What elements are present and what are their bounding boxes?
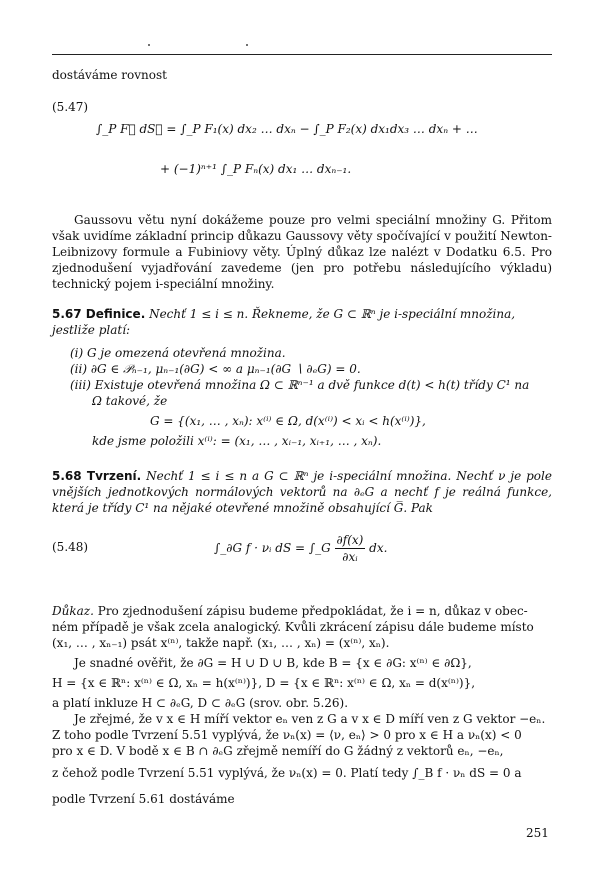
equation-lhs: ∫_∂G f · νᵢ dS = bbox=[214, 541, 306, 555]
partial-derivative-fraction bbox=[335, 532, 366, 565]
page-number: 251 bbox=[526, 826, 549, 840]
equation-548 bbox=[214, 532, 387, 565]
proof-label: Důkaz. bbox=[52, 604, 94, 618]
proof-line: Je snadné ověřit, že ∂G = H ∪ D ∪ B, kde B = {x ∈ ∂G: x⁽ⁿ⁾ ∈ ∂Ω}, bbox=[74, 656, 472, 670]
header-rule bbox=[52, 54, 552, 55]
proposition-label: 5.68 Tvrzení. bbox=[52, 469, 142, 483]
equation-number: (5.48) bbox=[52, 540, 89, 554]
definition-item: Ω takové, že bbox=[92, 394, 168, 408]
definition-item: (ii) ∂G ∈ 𝒫ₙ₋₁, μₙ₋₁(∂G) < ∞ a μₙ₋₁(∂G ∖ ∂ₑG) = 0. bbox=[70, 362, 361, 376]
definition-where: kde jsme položili x⁽ⁱ⁾: = (x₁, … , xᵢ₋₁, xᵢ₊₁, … , xₙ). bbox=[92, 434, 382, 448]
proof-line: ném případě je však zcela analogický. Kvůli zkrácení zápisu dále budeme místo bbox=[52, 620, 534, 634]
proof-line: Je zřejmé, že v x ∈ H míří vektor eₙ ven z G a v x ∈ D míří ven z G vektor −eₙ. bbox=[74, 712, 546, 726]
proof-line: a platí inkluze H ⊂ ∂ₑG, D ⊂ ∂ₑG (srov. obr. 5.26). bbox=[52, 696, 349, 710]
fraction-denominator: ∂xᵢ bbox=[342, 550, 358, 564]
equation-number: (5.47) bbox=[52, 100, 89, 114]
proof-first-line bbox=[52, 604, 552, 618]
intro-line: dostáváme rovnost bbox=[52, 68, 167, 82]
equation-rhs-integral: ∫_G bbox=[308, 541, 331, 555]
proof-line: (x₁, … , xₙ₋₁) psát x⁽ⁿ⁾, takže např. (x₁, … , xₙ) = (x⁽ⁿ⁾, xₙ). bbox=[52, 636, 390, 650]
definition-item: (i) G je omezená otevřená množina. bbox=[70, 346, 286, 360]
proposition-5-68 bbox=[52, 468, 552, 516]
proof-line: H = {x ∈ ℝⁿ: x⁽ⁿ⁾ ∈ Ω, xₙ = h(x⁽ⁿ⁾)}, D = {x ∈ ℝⁿ: x⁽ⁿ⁾ ∈ Ω, xₙ = d(x⁽ⁿ⁾)}, bbox=[52, 676, 476, 690]
equation-tail: dx. bbox=[369, 541, 388, 555]
header-dot bbox=[246, 44, 248, 46]
proof-line: podle Tvrzení 5.61 dostáváme bbox=[52, 792, 235, 806]
set-equation: G = {(x₁, … , xₙ): x⁽ⁱ⁾ ∈ Ω, d(x⁽ⁱ⁾) < xᵢ < h(x⁽ⁱ⁾)}, bbox=[150, 414, 426, 428]
header-dot bbox=[148, 44, 150, 46]
proof-line: z čehož podle Tvrzení 5.51 vyplývá, že νₙ(x) = 0. Platí tedy ∫_B f · νₙ dS = 0 a bbox=[52, 766, 522, 780]
definition-5-67 bbox=[52, 306, 552, 338]
proof-line: Pro zjednodušení zápisu budeme předpokládat, že i = n, důkaz v obec- bbox=[97, 604, 528, 618]
proof-line: pro x ∈ D. V bodě x ∈ B ∩ ∂ₑG zřejmě nemíří do G žádný z vektorů eₙ, −eₙ, bbox=[52, 744, 504, 758]
equation-547-line-1: ∫_P F⃗ dS⃗ = ∫_P F₁(x) dx₂ … dxₙ − ∫_P F₂(x) dx₁dx₃ … dxₙ + … bbox=[96, 122, 478, 136]
definition-item: (iii) Existuje otevřená množina Ω ⊂ ℝⁿ⁻¹ a dvě funkce d(t) < h(t) třídy C¹ na bbox=[70, 378, 530, 392]
proposition-text: Nechť 1 ≤ i ≤ n a G ⊂ ℝⁿ je i-speciální množina. Nechť ν je pole vnějších jednotkových normálových vektorů na ∂ₑG a nechť f je reálná funkce, která je třídy C¹ na nějaké otevřené množině obsahující G̅. Pak bbox=[52, 469, 552, 515]
proof-line: Z toho podle Tvrzení 5.51 vyplývá, že νₙ(x) = ⟨ν, eₙ⟩ > 0 pro x ∈ H a νₙ(x) < 0 bbox=[52, 728, 522, 742]
definition-text: Nechť 1 ≤ i ≤ n. Řekneme, že G ⊂ ℝⁿ je i-speciální množina, jestliže platí: bbox=[52, 307, 516, 337]
paragraph: Gaussovu větu nyní dokážeme pouze pro velmi speciální množiny G. Přitom však uvidíme základní princip důkazu Gaussovy věty spočívající v použití Newton-Leibnizovy formule a Fubiniovy věty. Úplný důkaz lze nalézt v Dodatku 6.5. Pro zjednodušení vyjadřování zavedeme (jen pro potřebu následujícího výkladu) technický pojem i-speciální množiny. bbox=[52, 213, 552, 291]
definition-label: 5.67 Definice. bbox=[52, 307, 146, 321]
equation-547-line-2: + (−1)ⁿ⁺¹ ∫_P Fₙ(x) dx₁ … dxₙ₋₁. bbox=[160, 162, 352, 176]
fraction-numerator: ∂f(x) bbox=[336, 533, 364, 547]
